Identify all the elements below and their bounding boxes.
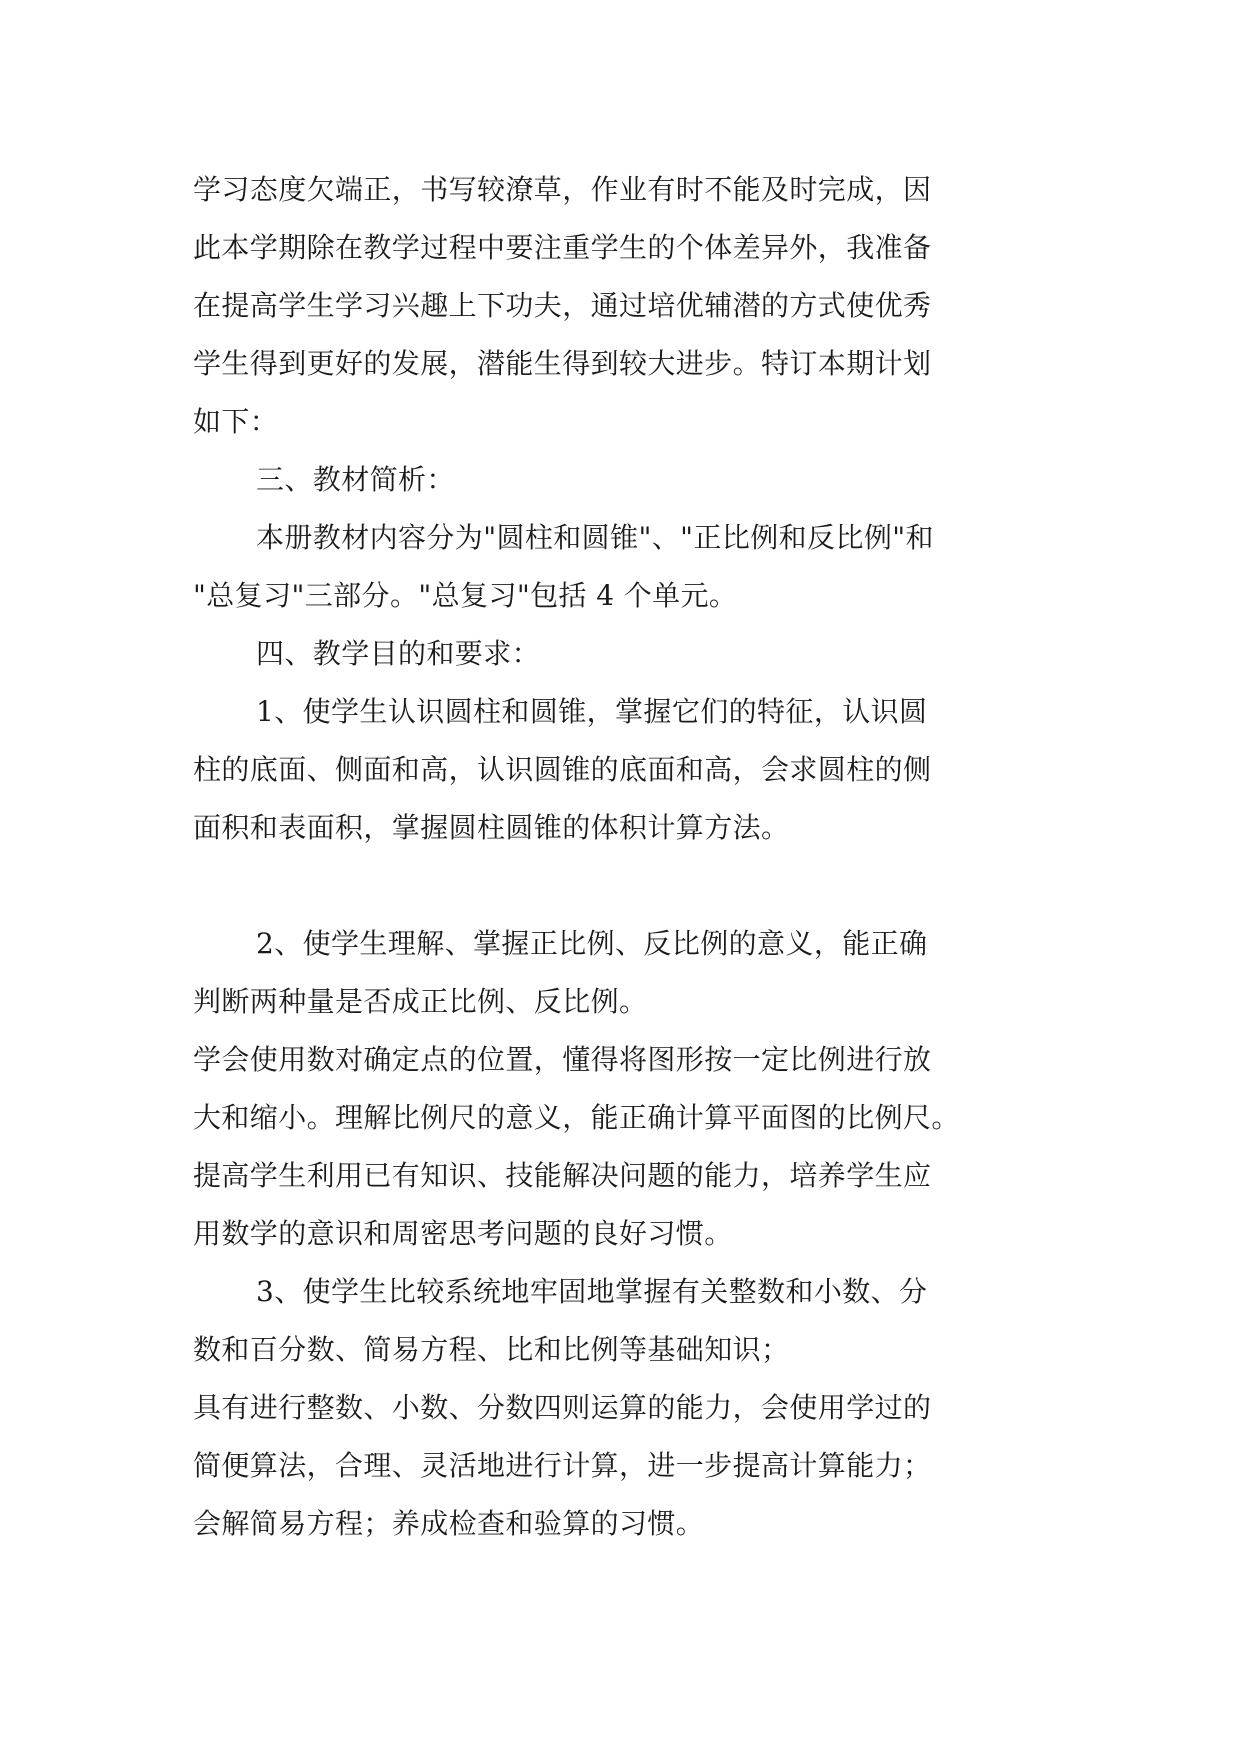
body-text-line: 用数学的意识和周密思考问题的良好习惯。 (193, 1217, 733, 1250)
body-text-line: 学习态度欠端正，书写较潦草，作业有时不能及时完成，因 (193, 173, 932, 206)
body-text-line: 面积和表面积，掌握圆柱圆锥的体积计算方法。 (193, 811, 790, 844)
body-text-line: 在提高学生学习兴趣上下功夫，通过培优辅潜的方式使优秀 (193, 289, 932, 322)
body-text-line: 简便算法，合理、灵活地进行计算，进一步提高计算能力； (193, 1449, 932, 1482)
section-heading: 三、教材简析： (256, 463, 455, 496)
body-text-line: 柱的底面、侧面和高，认识圆锥的底面和高，会求圆柱的侧 (193, 753, 932, 786)
body-text-line: 大和缩小。理解比例尺的意义，能正确计算平面图的比例尺。 (193, 1101, 960, 1134)
list-item-line: 2、使学生理解、掌握正比例、反比例的意义，能正确 (256, 927, 928, 960)
body-text-line: 数和百分数、简易方程、比和比例等基础知识； (193, 1333, 790, 1366)
list-item-line: 1、使学生认识圆柱和圆锥，掌握它们的特征，认识圆 (256, 695, 928, 728)
body-text-line: "总复习"三部分。"总复习"包括 4 个单元。 (193, 579, 738, 612)
body-text-line: 如下： (193, 405, 279, 438)
body-text-line: 学生得到更好的发展，潜能生得到较大进步。特订本期计划 (193, 347, 932, 380)
body-text-line: 具有进行整数、小数、分数四则运算的能力，会使用学过的 (193, 1391, 932, 1424)
section-heading: 四、教学目的和要求： (256, 637, 541, 670)
body-text-line: 会解简易方程；养成检查和验算的习惯。 (193, 1507, 705, 1540)
body-text-line: 学会使用数对确定点的位置，懂得将图形按一定比例进行放 (193, 1043, 932, 1076)
list-item-line: 3、使学生比较系统地牢固地掌握有关整数和小数、分 (256, 1275, 928, 1308)
body-text-line: 提高学生利用已有知识、技能解决问题的能力，培养学生应 (193, 1159, 932, 1192)
body-text-line: 此本学期除在教学过程中要注重学生的个体差异外，我准备 (193, 231, 932, 264)
body-text-line: 本册教材内容分为"圆柱和圆锥"、"正比例和反比例"和 (256, 521, 934, 554)
body-text-line: 判断两种量是否成正比例、反比例。 (193, 985, 648, 1018)
